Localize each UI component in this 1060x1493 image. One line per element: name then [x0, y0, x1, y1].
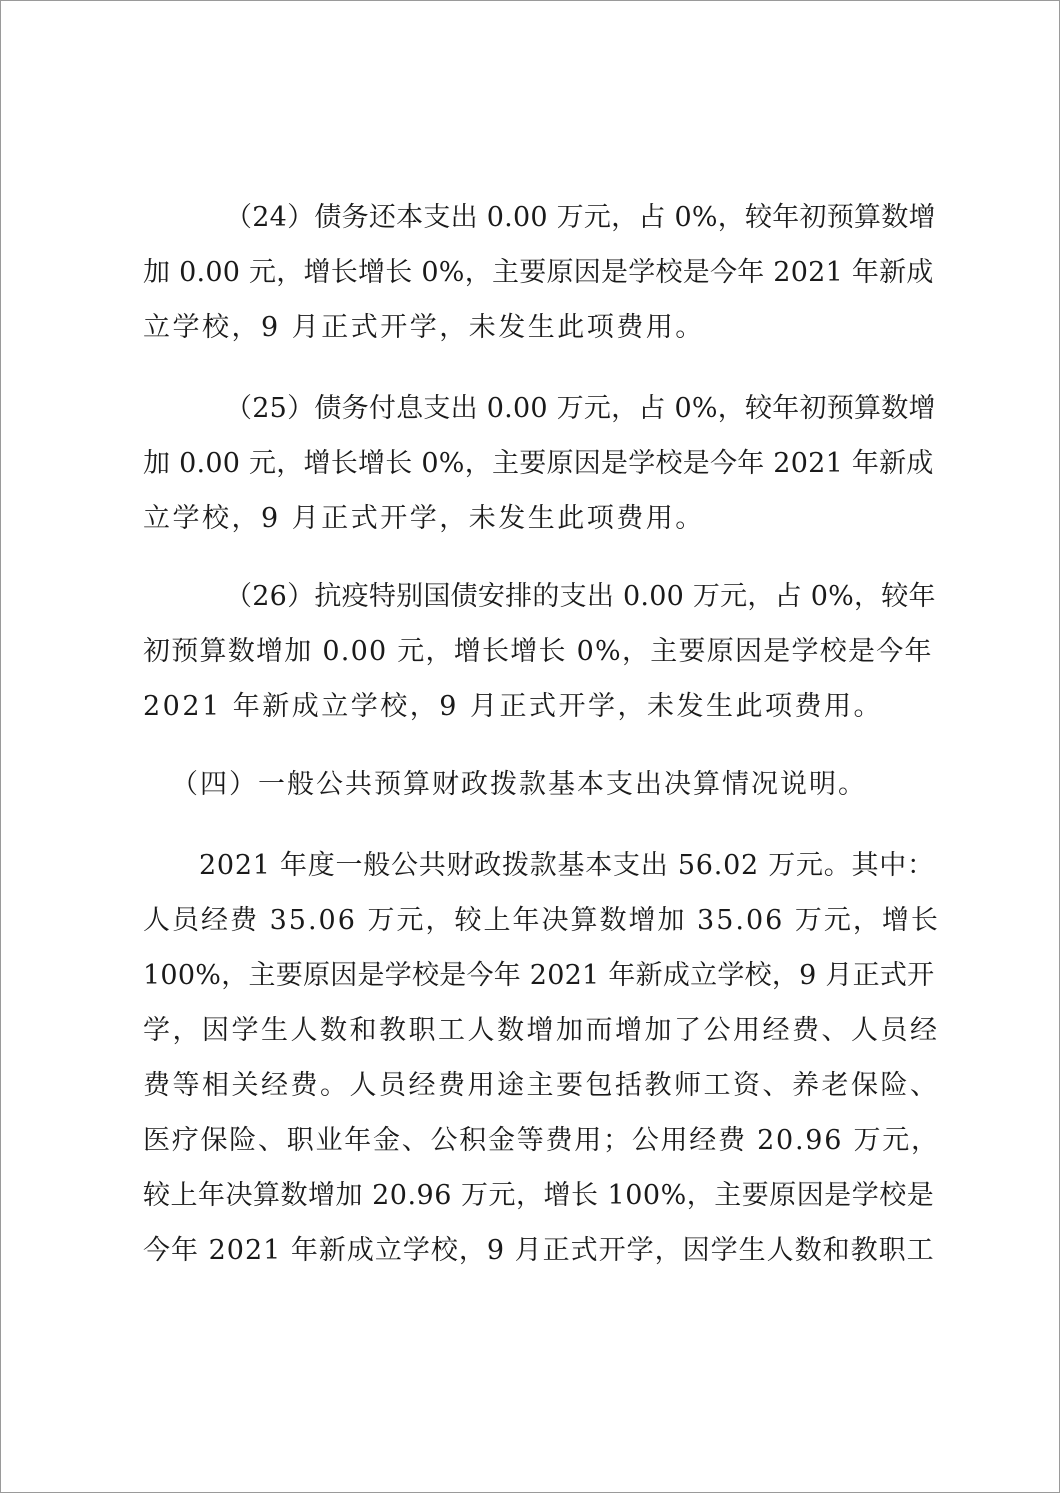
paragraph-25-line-1: （25）债务付息支出 0.00 万元，占 0%，较年初预算数增 [225, 393, 936, 424]
paragraph-25-line-3: 立学校，9 月正式开学，未发生此项费用。 [143, 503, 705, 534]
paragraph-24-line-3: 立学校，9 月正式开学，未发生此项费用。 [143, 312, 705, 343]
paragraph-26-line-3: 2021 年新成立学校，9 月正式开学，未发生此项费用。 [143, 691, 884, 722]
basic-expenditure-line-3: 100%，主要原因是学校是今年 2021 年新成立学校，9 月正式开 [143, 960, 935, 991]
basic-expenditure-line-8: 今年 2021 年新成立学校，9 月正式开学，因学生人数和教职工 [143, 1235, 935, 1266]
basic-expenditure-line-7: 较上年决算数增加 20.96 万元，增长 100%，主要原因是学校是 [143, 1180, 935, 1211]
basic-expenditure-line-5: 费等相关经费。人员经费用途主要包括教师工资、养老保险、 [143, 1070, 940, 1101]
paragraph-26-line-1: （26）抗疫特别国债安排的支出 0.00 万元，占 0%，较年 [225, 581, 936, 612]
basic-expenditure-line-4: 学，因学生人数和教职工人数增加而增加了公用经费、人员经 [143, 1015, 940, 1046]
paragraph-24-line-2: 加 0.00 元，增长增长 0%，主要原因是学校是今年 2021 年新成 [143, 257, 934, 288]
paragraph-26-line-2: 初预算数增加 0.00 元，增长增长 0%，主要原因是学校是今年 [143, 636, 933, 667]
basic-expenditure-line-1: 2021 年度一般公共财政拨款基本支出 56.02 万元。其中： [199, 850, 935, 881]
paragraph-25-line-2: 加 0.00 元，增长增长 0%，主要原因是学校是今年 2021 年新成 [143, 448, 934, 479]
basic-expenditure-line-6: 医疗保险、职业年金、公积金等费用；公用经费 20.96 万元， [143, 1125, 940, 1156]
paragraph-24-line-1: （24）债务还本支出 0.00 万元，占 0%，较年初预算数增 [225, 202, 936, 233]
section-heading: （四）一般公共预算财政拨款基本支出决算情况说明。 [171, 769, 867, 800]
basic-expenditure-line-2: 人员经费 35.06 万元，较上年决算数增加 35.06 万元，增长 [143, 905, 940, 936]
